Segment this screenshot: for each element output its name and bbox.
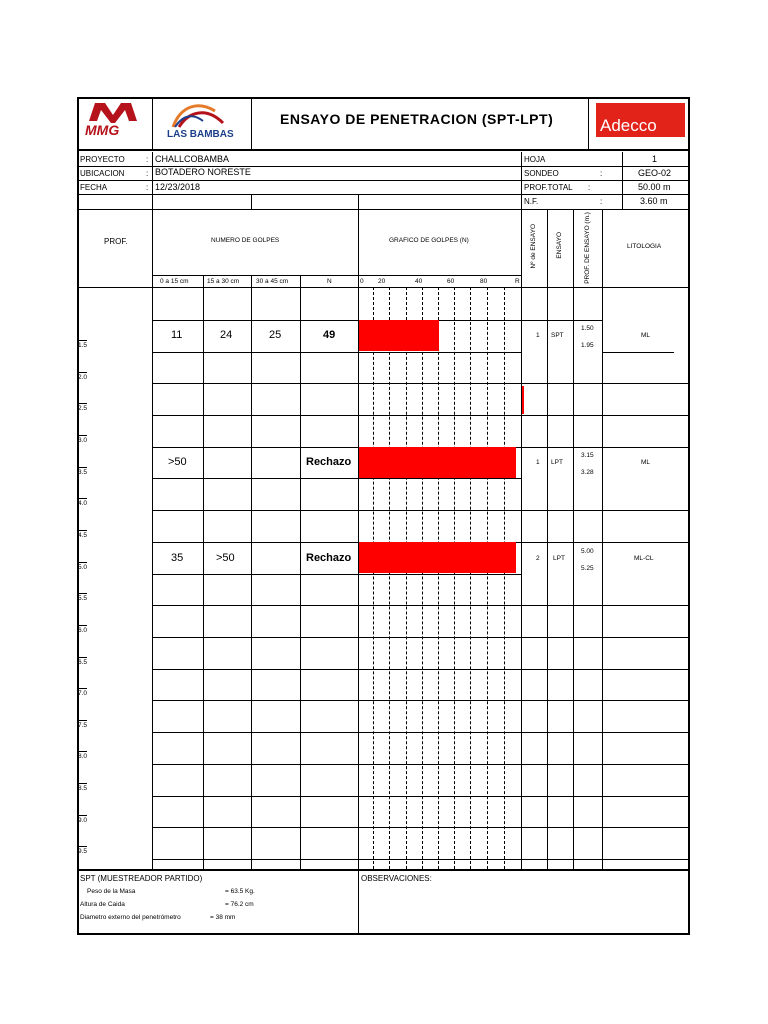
depth-tick [77,562,87,563]
test-2-num: 1 [536,459,540,466]
depth-tick [77,593,87,594]
test-1-to: 1.95 [581,342,594,349]
chart-grid-line [406,287,407,869]
row-line [152,637,690,638]
depth-label: 9.0 [78,816,88,824]
test-1-golpes-1: 11 [171,329,183,341]
masa-value: = 63.5 Kg. [225,888,255,895]
sondeo-value: GEO-02 [638,168,672,178]
observaciones-label: OBSERVACIONES: [361,874,432,883]
row-line [152,574,522,575]
row-line [152,415,690,416]
scale-label: 0 [360,278,364,285]
proyecto-value: CHALLCOBAMBA [155,154,230,164]
litologia-header: LITOLOGIA [627,243,662,250]
golpes-bar [359,542,516,573]
depth-label: 3.5 [78,468,88,476]
depth-label: 7.5 [78,721,88,729]
table-head-bottom [77,287,690,288]
hoja-value: 1 [652,154,658,164]
nf-value: 3.60 m [640,196,668,206]
grafico-header: GRAFICO DE GOLPES (N) [389,237,469,244]
depth-tick [77,403,87,404]
depth-label: 8.5 [78,785,88,793]
test-3-type: LPT [553,555,565,562]
spt-title: SPT (MUESTREADOR PARTIDO) [80,874,203,883]
test-3-num: 2 [536,555,540,562]
altura-value: = 76.2 cm [225,901,254,908]
depth-label: 2.5 [78,405,88,413]
depth-label: 5.0 [78,563,88,571]
adecco-logo [596,103,685,137]
masa-label: Peso de la Masa [87,888,136,895]
diametro-value: = 38 mm [210,914,236,921]
depth-tick [77,498,87,499]
prof-column-header: PROF. [104,237,128,246]
depth-tick [77,783,87,784]
test-2-lito: ML [641,459,651,466]
test-2-n: Rechazo [306,456,352,468]
test-3-n: Rechazo [306,552,352,564]
colon: : [600,169,603,178]
depth-label: 6.0 [78,626,88,634]
test-1-lito: ML [641,332,651,339]
test-2-type: LPT [551,459,563,466]
depth-tick [77,625,87,626]
scale-label: R [515,278,520,285]
numero-golpes-header: NUMERO DE GOLPES [211,237,280,244]
column-line [521,209,522,869]
depth-label: 6.5 [78,658,88,666]
test-2-golpes-1: >50 [168,456,187,468]
test-1-n: 49 [323,329,336,341]
column-line [251,275,252,869]
scale-label: 20 [378,278,386,285]
sub-30-45-header: 30 a 45 cm [256,278,289,285]
depth-label: 5.5 [78,595,88,603]
mmg-logo-text: MMG [85,122,120,138]
test-3-from: 5.00 [581,548,594,555]
row-line [152,764,690,765]
prof-total-label: PROF.TOTAL [524,183,573,192]
depth-tick [77,720,87,721]
depth-tick [77,688,87,689]
info-line [77,180,690,181]
header-divider [588,97,589,149]
sondeo-label: SONDEO [524,169,559,178]
n-ensayo-header: Nº de ENSAYO [529,223,537,269]
row-line [152,478,522,479]
water-level-mark [522,386,524,414]
depth-tick [77,467,87,468]
chart-grid-line [504,287,505,869]
row-line [152,859,690,860]
mmg-logo [83,101,143,139]
column-line [203,275,204,869]
ensayo-header: ENSAYO [555,231,563,259]
depth-label: 9.5 [78,848,88,856]
chart-grid-line [373,287,374,869]
lasbambas-logo [163,101,245,141]
sub-n-header: N [327,278,332,285]
test-1-golpes-3: 25 [269,329,282,341]
test-2-to: 3.28 [581,469,594,476]
row-line [152,732,690,733]
info-divider [622,152,623,209]
chart-grid-line [470,287,471,869]
header-divider [251,97,252,149]
footer-top-line [77,869,690,871]
scale-label: 40 [415,278,423,285]
depth-tick [77,372,87,373]
chart-grid-line [389,287,390,869]
depth-tick [77,435,87,436]
test-1-golpes-2: 24 [220,329,233,341]
page-title: ENSAYO DE PENETRACION (SPT-LPT) [280,111,554,127]
depth-label: 1.5 [78,342,88,349]
nf-label: N.F. [524,197,539,206]
row-line [152,510,690,511]
colon: : [146,183,149,192]
column-line [573,209,574,869]
chart-grid-line [487,287,488,869]
test-1-num: 1 [536,332,540,339]
golpes-bar [359,447,516,478]
info-divider [152,152,153,209]
depth-label: 4.0 [78,500,88,508]
sub-0-15-header: 0 a 15 cm [160,278,189,285]
chart-grid-line [454,287,455,869]
ubicacion-label: UBICACION [80,169,125,178]
test-1-from: 1.50 [581,325,594,332]
depth-tick [77,657,87,658]
colon: : [600,197,603,206]
golpes-bar [359,320,439,351]
fecha-label: FECHA [80,183,108,192]
ubicacion-value: BOTADERO NORESTE [155,167,251,177]
column-line [300,275,301,869]
prof-ensayo-header: PROF. DE ENSAYO (m.) [584,212,592,284]
fecha-value: 12/23/2018 [155,182,201,192]
depth-tick [77,340,87,341]
scale-label: 80 [480,278,488,285]
test-3-lito: ML-CL [634,555,654,562]
row-line [152,669,690,670]
depth-label: 3.0 [78,436,88,444]
depth-tick [77,751,87,752]
depth-tick [77,815,87,816]
diametro-label: Diametro externo del penetrómetro [80,914,181,921]
row-line [152,605,690,606]
chart-grid-line [422,287,423,869]
info-divider [521,152,522,209]
depth-label: 7.0 [78,690,88,698]
info-divider [358,194,359,209]
altura-label: Altura de Caida [80,901,125,908]
row-line [152,383,690,384]
litologia-underline [602,352,674,353]
depth-tick [77,846,87,847]
proyecto-label: PROYECTO [80,155,125,164]
hoja-label: HOJA [524,155,546,164]
info-line [77,194,690,195]
header-divider [152,97,153,149]
adecco-logo-text: Adecco [600,116,657,135]
column-line [602,209,603,869]
depth-label: 4.5 [78,531,88,539]
depth-label: 2.0 [78,373,88,381]
sub-15-30-header: 15 a 30 cm [207,278,240,285]
subheader-line [152,275,522,276]
prof-total-value: 50.00 m [638,182,671,192]
colon: : [588,183,591,192]
scale-label: 60 [447,278,455,285]
depth-tick [77,530,87,531]
test-3-golpes-1: 35 [171,552,184,564]
row-line [152,352,522,353]
info-line [77,209,690,210]
column-line [547,209,548,869]
depth-label: 8.0 [78,753,88,761]
row-line [152,827,690,828]
header-bottom-line [77,149,690,151]
row-line [152,700,690,701]
test-3-golpes-2: >50 [216,552,235,564]
lasbambas-logo-text: LAS BAMBAS [167,129,234,140]
test-1-type: SPT [551,332,564,339]
chart-grid-line [438,287,439,869]
column-line [152,209,153,869]
colon: : [146,169,149,178]
info-divider [251,194,252,209]
row-line [152,796,690,797]
test-2-from: 3.15 [581,452,594,459]
test-3-to: 5.25 [581,565,594,572]
colon: : [146,155,149,164]
